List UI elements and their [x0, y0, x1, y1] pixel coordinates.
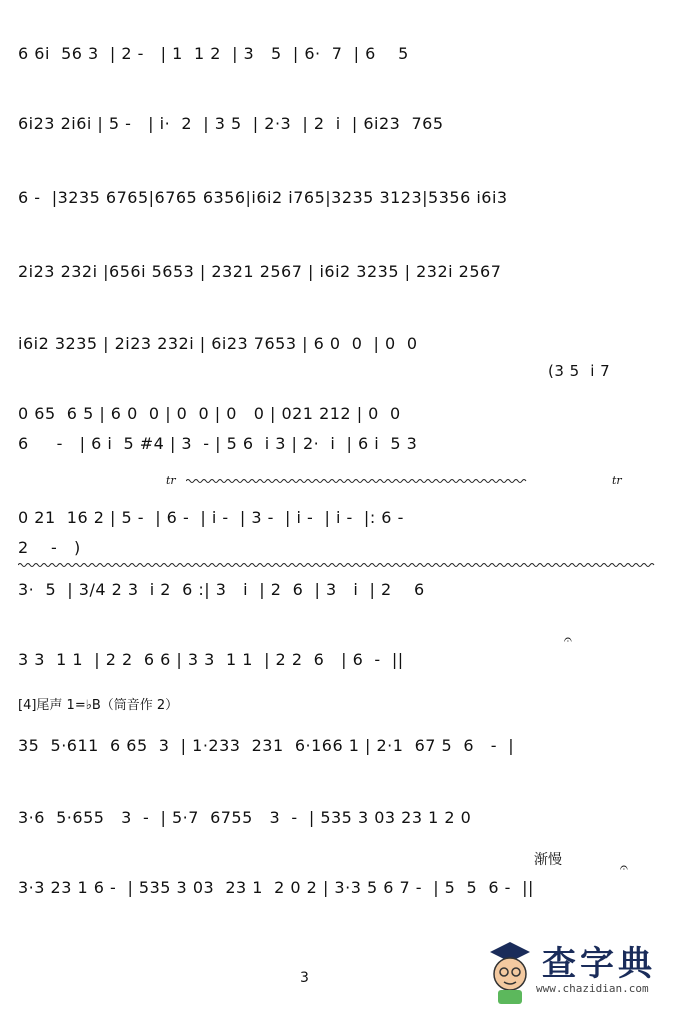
logo-url: www.chazidian.com [536, 982, 649, 995]
notation-text: 6 - |3235 6765|6765 6356|i6i2 i765|3235 3123|5356 i6i3 [18, 188, 508, 207]
notation-text: 3·3 23 1 6 - | 535 3 03 23 1 2 0 2 | 3·3 5 6 7 - | 5 5 6 - || [18, 878, 534, 897]
notation-text: (3 5 i 7 [548, 362, 611, 380]
fermata-icon: 𝄐 [564, 632, 572, 648]
trill-line [186, 478, 528, 484]
notation-text: 6i23 2i6i | 5 - | i· 2 | 3 5 | 2·3 | 2 i | 6i23 765 [18, 114, 444, 133]
notation-text: 0 21 16 2 | 5 - | 6 - | i - | 3 - | i - | i - |: 6 - [18, 508, 404, 527]
trill-label-end: tr [612, 474, 622, 487]
trill-label: tr [166, 474, 176, 487]
notation-text: i6i2 3235 | 2i23 232i | 6i23 7653 | 6 0 0 | 0 0 [18, 334, 418, 353]
fermata-icon-end: 𝄐 [620, 860, 628, 876]
notation-text: 35 5·611 6 65 3 | 1·233 231 6·166 1 | 2·1 67 5 6 - | [18, 736, 515, 755]
page-number: 3 [300, 970, 309, 986]
notation-text: 3· 5 | 3/4 2 3 i 2 6 :| 3 i | 2 6 | 3 i | 2 6 [18, 580, 425, 599]
notation-text: 2i23 232i |656i 5653 | 2321 2567 | i6i2 3235 | 232i 2567 [18, 262, 502, 281]
watermark-logo [480, 932, 680, 1010]
notation-text: 2 - ) [18, 538, 81, 557]
section-label: [4]尾声 1=♭B（筒音作 2） [18, 698, 179, 713]
notation-text: 3·6 5·655 3 - | 5·7 6755 3 - | 535 3 03 23 1 2 0 [18, 808, 472, 827]
notation-text: 3 3 1 1 | 2 2 6 6 | 3 3 1 1 | 2 2 6 | 6 - || [18, 650, 404, 669]
logo-text: 查字典 [542, 944, 656, 984]
notation-text: 6 - | 6 i 5 #4 | 3 - | 5 6 i 3 | 2· i | 6 i 5 3 [18, 434, 418, 453]
trill-line-continued [18, 562, 658, 568]
mascot-icon [480, 936, 540, 1006]
tempo-mark: 渐慢 [534, 852, 562, 868]
notation-text: 6 6i 56 3 | 2 - | 1 1 2 | 3 5 | 6· 7 | 6 5 [18, 44, 409, 63]
notation-text: 0 65 6 5 | 6 0 0 | 0 0 | 0 0 | 021 212 | 0 0 [18, 404, 401, 423]
